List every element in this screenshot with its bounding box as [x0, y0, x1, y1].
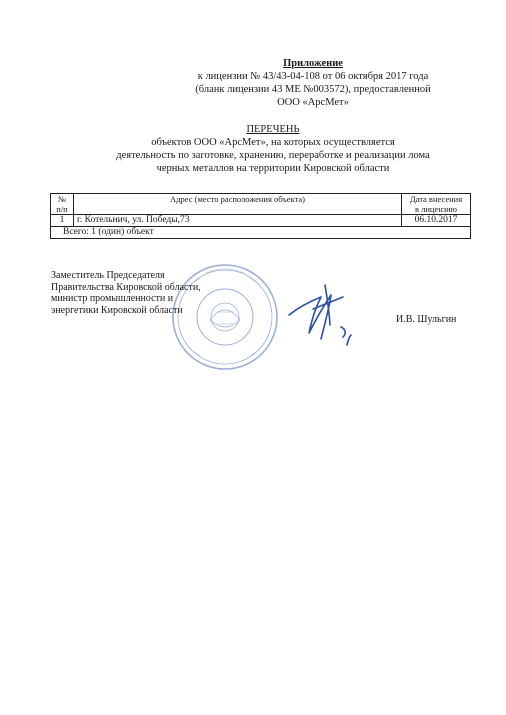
table-total-row — [51, 227, 471, 239]
cell-address: г. Котельнич, ул. Победы,73 — [74, 215, 402, 227]
cell-num: 1 — [51, 215, 74, 227]
header-num: № п/п — [51, 194, 74, 215]
annex-line: к лицензии № 43/43-04-108 от 06 октября 2017 года — [197, 71, 429, 82]
cell-total: Всего: 1 (один) объект — [51, 227, 471, 239]
annex-line: ООО «АрсМет» — [277, 97, 349, 108]
header-date: Дата внесения в лицензию — [402, 194, 471, 215]
list-line: объектов ООО «АрсМет», на которых осуществляется — [151, 137, 395, 148]
annex-title: Приложение — [283, 58, 343, 69]
list-line: черных металлов на территории Кировской области — [156, 163, 390, 174]
list-header — [0, 123, 506, 175]
annex-line: (бланк лицензии 43 МЕ №003572), предоставленной — [195, 84, 431, 95]
table-row — [51, 215, 471, 227]
signer-name: И.В. Шульгин — [396, 314, 457, 325]
objects-table — [50, 193, 471, 239]
handwritten-signature-icon — [285, 275, 365, 350]
table-header-row — [51, 194, 471, 215]
header-address: Адрес (место расположения объекта) — [74, 194, 402, 215]
list-line: деятельность по заготовке, хранению, переработке и реализации лома — [116, 150, 430, 161]
list-title: ПЕРЕЧЕНЬ — [246, 124, 300, 135]
cell-date: 06.10.2017 — [402, 215, 471, 227]
annex-header — [0, 57, 506, 109]
signer-position: Заместитель Председателя Правительства Кировской области, министр промышленности и энергетики Кировской области — [51, 270, 201, 316]
